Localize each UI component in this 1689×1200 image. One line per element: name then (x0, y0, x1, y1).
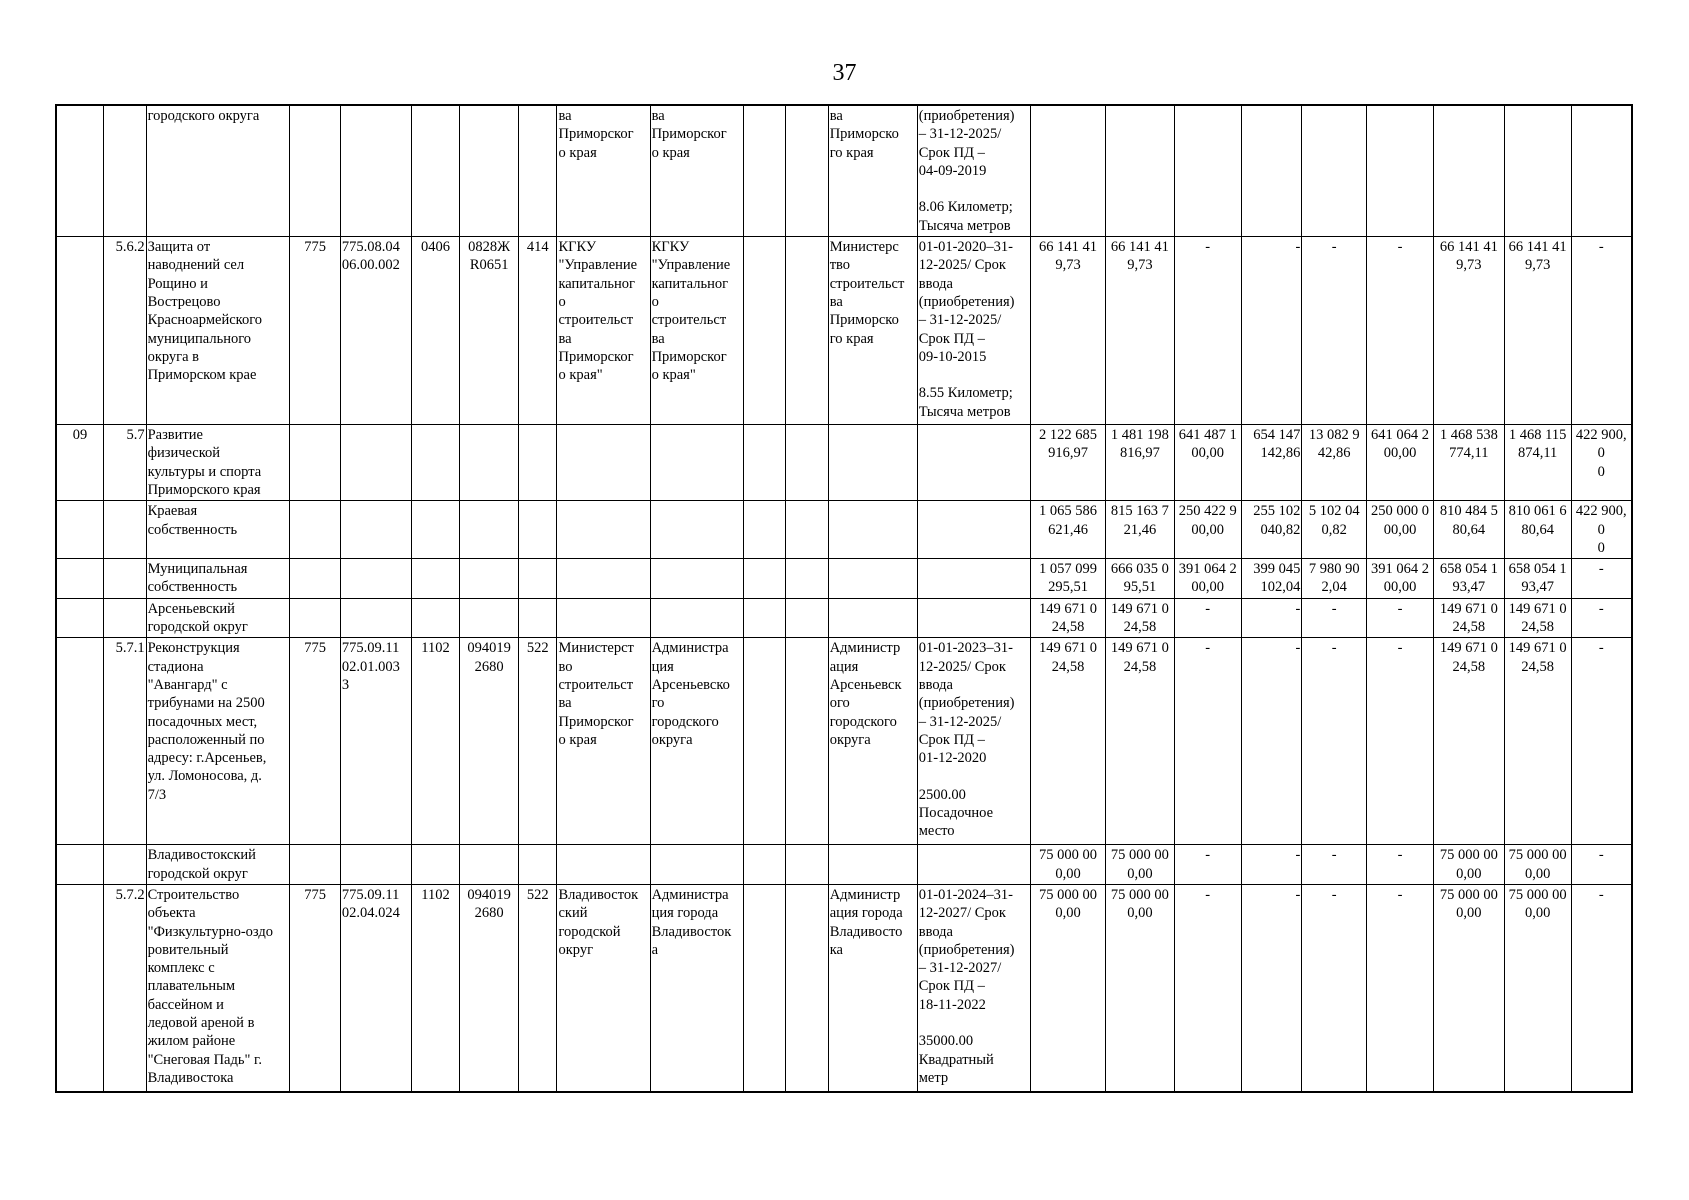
table-cell: 75 000 00 0,00 (1106, 845, 1175, 885)
page-number: 37 (832, 60, 857, 86)
table-cell: 149 671 0 24,58 (1433, 638, 1504, 845)
table-cell: 422 900,0 0 (1571, 425, 1632, 501)
table-cell: Администр ация Арсеньевск ого городского округа (828, 638, 917, 845)
table-cell (1174, 105, 1241, 237)
table-cell: 250 000 0 00,00 (1367, 501, 1434, 559)
table-cell (828, 598, 917, 638)
table-cell (290, 845, 341, 885)
table-cell (743, 638, 786, 845)
table-cell (1504, 105, 1571, 237)
table-cell (104, 501, 147, 559)
table-cell: 2 122 685 916,97 (1031, 425, 1106, 501)
table-cell: 1102 (411, 884, 460, 1092)
table-cell: 75 000 00 0,00 (1433, 884, 1504, 1092)
table-cell (786, 559, 829, 599)
table-cell: 149 671 0 24,58 (1031, 638, 1106, 845)
table-cell: - (1367, 237, 1434, 425)
table-cell (460, 425, 519, 501)
table-cell: 1102 (411, 638, 460, 845)
table-cell (519, 559, 557, 599)
table-cell: 5.7.1 (104, 638, 147, 845)
table-cell: 522 (519, 638, 557, 845)
table-cell: Администр ация города Владивосто ка (828, 884, 917, 1092)
table-cell: 775.09.11 02.04.024 (340, 884, 411, 1092)
table-cell: 75 000 00 0,00 (1433, 845, 1504, 885)
table-body (56, 105, 1632, 1092)
table-cell: Муниципальная собственность (146, 559, 290, 599)
table-cell (828, 559, 917, 599)
table-cell: - (1241, 237, 1302, 425)
table-cell (290, 559, 341, 599)
table-cell: 149 671 0 24,58 (1504, 638, 1571, 845)
table-cell (786, 845, 829, 885)
table-cell: 01-01-2020–31- 12-2025/ Срок ввода (приобретения) – 31-12-2025/ Срок ПД – 09-10-2015 8.55 Километр; Тысяча метров (917, 237, 1030, 425)
table-cell: 399 045 102,04 (1241, 559, 1302, 599)
table-row (56, 425, 1632, 501)
table-cell (917, 425, 1030, 501)
table-cell: 810 484 5 80,64 (1433, 501, 1504, 559)
table-cell: - (1302, 884, 1367, 1092)
table-cell: - (1302, 237, 1367, 425)
table-cell: - (1367, 598, 1434, 638)
table-cell: КГКУ "Управление капитальног о строительст ва Приморског о края" (557, 237, 650, 425)
table-cell: 775 (290, 884, 341, 1092)
table-cell: 810 061 6 80,64 (1504, 501, 1571, 559)
table-cell: городского округа (146, 105, 290, 237)
table-cell: 641 487 1 00,00 (1174, 425, 1241, 501)
table-cell: Арсеньевский городской округ (146, 598, 290, 638)
table-cell (1031, 105, 1106, 237)
table-row (56, 105, 1632, 237)
table-cell: 66 141 41 9,73 (1504, 237, 1571, 425)
table-cell: - (1367, 638, 1434, 845)
table-cell (786, 425, 829, 501)
table-cell (104, 598, 147, 638)
table-cell: - (1241, 638, 1302, 845)
table-cell (786, 105, 829, 237)
table-cell: 666 035 0 95,51 (1106, 559, 1175, 599)
table-cell (917, 598, 1030, 638)
table-cell: - (1571, 638, 1632, 845)
table-cell: (приобретения) – 31-12-2025/ Срок ПД – 04-09-2019 8.06 Километр; Тысяча метров (917, 105, 1030, 237)
table-cell: 1 065 586 621,46 (1031, 501, 1106, 559)
table-cell (557, 845, 650, 885)
table-cell: Краевая собственность (146, 501, 290, 559)
table-cell: 255 102 040,82 (1241, 501, 1302, 559)
table-cell: 75 000 00 0,00 (1504, 884, 1571, 1092)
table-cell (917, 845, 1030, 885)
table-cell (743, 845, 786, 885)
table-cell (743, 559, 786, 599)
table-cell (1367, 105, 1434, 237)
table-cell: ва Приморског о края (650, 105, 743, 237)
table-cell (411, 559, 460, 599)
table-row (56, 598, 1632, 638)
table-cell: - (1174, 884, 1241, 1092)
table-cell (650, 559, 743, 599)
table-cell: - (1367, 845, 1434, 885)
table-cell: 1 481 198 816,97 (1106, 425, 1175, 501)
table-cell: 654 147 142,86 (1241, 425, 1302, 501)
table-cell: 75 000 00 0,00 (1031, 845, 1106, 885)
table-cell (828, 845, 917, 885)
table-cell (56, 237, 104, 425)
table-cell (1302, 105, 1367, 237)
table-cell (1433, 105, 1504, 237)
table-cell (557, 425, 650, 501)
table-cell (786, 237, 829, 425)
table-cell (340, 425, 411, 501)
table-cell: 775 (290, 237, 341, 425)
table-cell (290, 425, 341, 501)
table-cell: 391 064 2 00,00 (1367, 559, 1434, 599)
table-cell: 094019 2680 (460, 638, 519, 845)
table-row (56, 559, 1632, 599)
table-cell (411, 845, 460, 885)
table-cell: 75 000 00 0,00 (1504, 845, 1571, 885)
table-cell: 149 671 0 24,58 (1504, 598, 1571, 638)
table-cell: Администра ция города Владивосток а (650, 884, 743, 1092)
table-cell: - (1571, 598, 1632, 638)
table-cell: 0828Ж R0651 (460, 237, 519, 425)
table-cell: 414 (519, 237, 557, 425)
table-cell: 0406 (411, 237, 460, 425)
table-cell: ва Приморско го края (828, 105, 917, 237)
table-cell: 5.7 (104, 425, 147, 501)
table-cell: 775.08.04 06.00.002 (340, 237, 411, 425)
table-cell: 75 000 00 0,00 (1106, 884, 1175, 1092)
table-cell: - (1174, 237, 1241, 425)
table-cell (557, 559, 650, 599)
table-cell (786, 598, 829, 638)
table-cell: Владивосток ский городской округ (557, 884, 650, 1092)
table-cell (1106, 105, 1175, 237)
table-cell: Развитие физической культуры и спорта Приморского края (146, 425, 290, 501)
table-cell: Министерст во строительст ва Приморског о края (557, 638, 650, 845)
table-cell (56, 638, 104, 845)
table-cell (743, 884, 786, 1092)
table-cell (743, 598, 786, 638)
table-cell (340, 845, 411, 885)
table-cell: 1 468 115 874,11 (1504, 425, 1571, 501)
table-cell (104, 559, 147, 599)
table-cell: 658 054 1 93,47 (1504, 559, 1571, 599)
table-cell (56, 501, 104, 559)
table-cell (290, 105, 341, 237)
table-row (56, 638, 1632, 845)
table-row (56, 884, 1632, 1092)
table-cell (460, 598, 519, 638)
table-cell: - (1174, 598, 1241, 638)
table-cell: 149 671 0 24,58 (1433, 598, 1504, 638)
table-cell: 658 054 1 93,47 (1433, 559, 1504, 599)
table-cell (828, 425, 917, 501)
table-cell (519, 501, 557, 559)
table-cell (743, 425, 786, 501)
table-cell: - (1571, 237, 1632, 425)
table-cell (56, 598, 104, 638)
table-cell: - (1174, 845, 1241, 885)
table-cell: 815 163 7 21,46 (1106, 501, 1175, 559)
table-cell: Защита от наводнений сел Рощино и Вострецово Красноармейского муниципального округа в Приморском крае (146, 237, 290, 425)
table-cell: Владивостокский городской округ (146, 845, 290, 885)
table-cell: 01-01-2023–31- 12-2025/ Срок ввода (приобретения) – 31-12-2025/ Срок ПД – 01-12-2020 2500.00 Посадочное место (917, 638, 1030, 845)
table-cell (519, 845, 557, 885)
table-cell: - (1571, 845, 1632, 885)
table-cell (917, 501, 1030, 559)
table-row (56, 501, 1632, 559)
table-cell: 66 141 41 9,73 (1433, 237, 1504, 425)
table-cell: КГКУ "Управление капитальног о строительст ва Приморског о края" (650, 237, 743, 425)
table-cell (56, 105, 104, 237)
table-cell (460, 501, 519, 559)
table-cell (650, 845, 743, 885)
table-cell: - (1174, 638, 1241, 845)
table-cell (56, 559, 104, 599)
table-cell (411, 425, 460, 501)
table-cell: 422 900,0 0 (1571, 501, 1632, 559)
table-cell: Реконструкция стадиона "Авангард" с трибунами на 2500 посадочных мест, расположенный по адресу: г.Арсеньев, ул. Ломоносова, д. 7/3 (146, 638, 290, 845)
table-cell (460, 845, 519, 885)
table-row (56, 237, 1632, 425)
table-cell: 522 (519, 884, 557, 1092)
table-row (56, 845, 1632, 885)
table-cell (519, 425, 557, 501)
table-cell: - (1241, 845, 1302, 885)
table-cell: - (1571, 559, 1632, 599)
table-cell (104, 845, 147, 885)
table-cell (650, 425, 743, 501)
table-cell (1241, 105, 1302, 237)
table-cell: 66 141 41 9,73 (1031, 237, 1106, 425)
table-cell (340, 501, 411, 559)
table-cell: 149 671 0 24,58 (1106, 598, 1175, 638)
table-cell: 775.09.11 02.01.003 3 (340, 638, 411, 845)
table-cell: - (1367, 884, 1434, 1092)
table-cell (557, 598, 650, 638)
table-cell: 01-01-2024–31- 12-2027/ Срок ввода (приобретения) – 31-12-2027/ Срок ПД – 18-11-2022 35000.00 Квадратный метр (917, 884, 1030, 1092)
table-cell: 7 980 90 2,04 (1302, 559, 1367, 599)
table-cell (411, 105, 460, 237)
table-cell: 09 (56, 425, 104, 501)
table-cell (290, 501, 341, 559)
table-cell (290, 598, 341, 638)
table-cell: - (1571, 884, 1632, 1092)
table-cell (786, 638, 829, 845)
table-cell: 149 671 0 24,58 (1106, 638, 1175, 845)
table-cell (340, 105, 411, 237)
table-cell: ва Приморског о края (557, 105, 650, 237)
table-cell: 5.6.2 (104, 237, 147, 425)
table-cell (340, 598, 411, 638)
table-cell (557, 501, 650, 559)
table-cell (104, 105, 147, 237)
table-cell (743, 105, 786, 237)
table-cell (917, 559, 1030, 599)
table-cell: 5.7.2 (104, 884, 147, 1092)
table-cell (743, 237, 786, 425)
table-cell: - (1302, 598, 1367, 638)
table-cell: Строительство объекта "Физкультурно-оздо ровительный комплекс с плавательным бассейном и ледовой ареной в жилом районе "Снеговая Падь" г. Владивостока (146, 884, 290, 1092)
table-cell (411, 501, 460, 559)
table-cell: 75 000 00 0,00 (1031, 884, 1106, 1092)
table-cell: Министерс тво строительст ва Приморско го края (828, 237, 917, 425)
table-cell (650, 598, 743, 638)
table-cell: - (1302, 638, 1367, 845)
table-cell (340, 559, 411, 599)
table-cell: 66 141 41 9,73 (1106, 237, 1175, 425)
investment-table (55, 104, 1633, 1093)
table-cell (411, 598, 460, 638)
table-cell: 775 (290, 638, 341, 845)
table-cell: 13 082 9 42,86 (1302, 425, 1367, 501)
table-cell (519, 105, 557, 237)
table-cell (56, 884, 104, 1092)
table-cell (460, 105, 519, 237)
table-cell: Администра ция Арсеньевско го городского округа (650, 638, 743, 845)
table-cell (743, 501, 786, 559)
table-cell: 641 064 2 00,00 (1367, 425, 1434, 501)
table-cell: - (1241, 598, 1302, 638)
table-cell: - (1302, 845, 1367, 885)
table-cell (786, 501, 829, 559)
table-cell (460, 559, 519, 599)
table-cell: 250 422 9 00,00 (1174, 501, 1241, 559)
table-cell: - (1241, 884, 1302, 1092)
table-cell: 149 671 0 24,58 (1031, 598, 1106, 638)
table-cell: 1 057 099 295,51 (1031, 559, 1106, 599)
table-cell: 391 064 2 00,00 (1174, 559, 1241, 599)
table-cell (56, 845, 104, 885)
table-cell: 094019 2680 (460, 884, 519, 1092)
table-cell (786, 884, 829, 1092)
table-cell: 1 468 538 774,11 (1433, 425, 1504, 501)
table-cell: 5 102 04 0,82 (1302, 501, 1367, 559)
table-cell (519, 598, 557, 638)
table-cell (828, 501, 917, 559)
table-cell (650, 501, 743, 559)
